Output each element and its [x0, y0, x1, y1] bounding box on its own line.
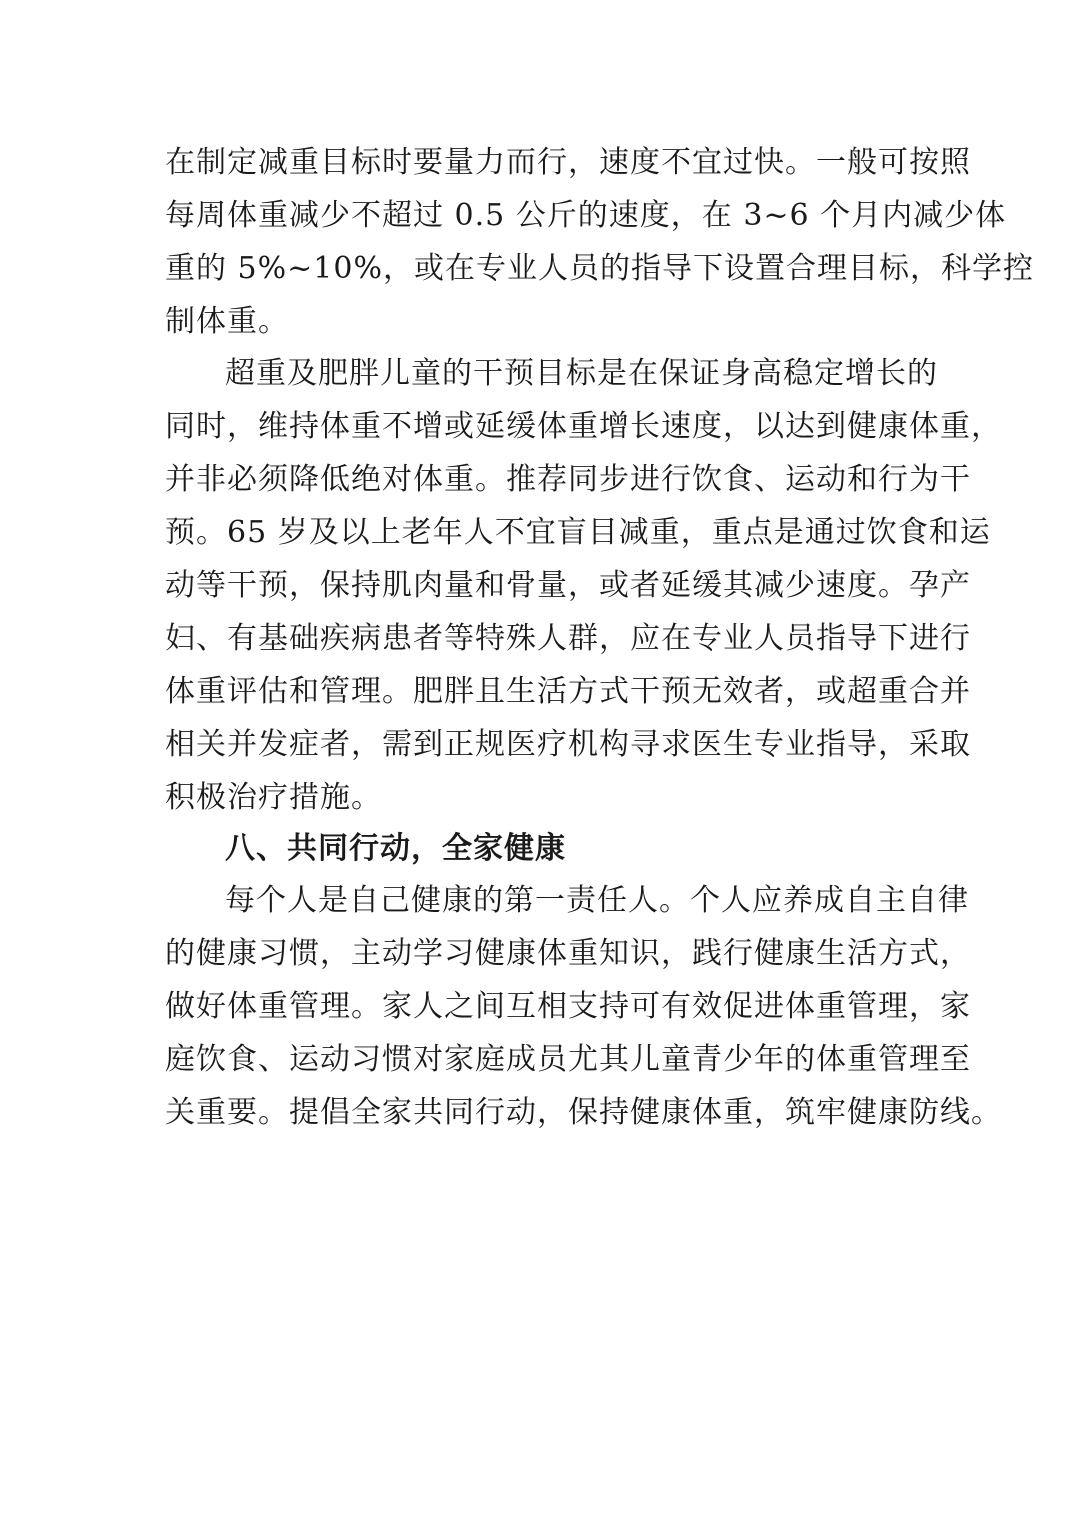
paragraph-line: 关重要。提倡全家共同行动，保持健康体重，筑牢健康防线。 — [165, 1095, 1002, 1130]
paragraph-line: 每个人是自己健康的第一责任人。个人应养成自主自律 — [225, 883, 969, 918]
section-heading-text: 八、共同行动，全家健康 — [225, 831, 566, 866]
paragraph-line: 同时，维持体重不增或延缓体重增长速度，以达到健康体重， — [165, 409, 1002, 444]
paragraph-line: 每周体重减少不超过 0.5 公斤的速度，在 3~6 个月内减少体 — [165, 198, 1007, 233]
paragraph-line: 做好体重管理。家人之间互相支持可有效促进体重管理，家 — [165, 989, 971, 1024]
paragraph-line: 积极治疗措施。 — [165, 780, 382, 815]
paragraph-line: 妇、有基础疾病患者等特殊人群，应在专业人员指导下进行 — [165, 621, 971, 656]
paragraph-line: 在制定减重目标时要量力而行，速度不宜过快。一般可按照 — [165, 145, 971, 180]
paragraph-line: 相关并发症者，需到正规医疗机构寻求医生专业指导，采取 — [165, 727, 971, 762]
paragraph-line: 动等干预，保持肌肉量和骨量，或者延缓其减少速度。孕产 — [165, 568, 971, 603]
paragraph-line: 制体重。 — [165, 304, 289, 339]
paragraph-line: 庭饮食、运动习惯对家庭成员尤其儿童青少年的体重管理至 — [165, 1042, 971, 1077]
paragraph-line: 的健康习惯，主动学习健康体重知识，践行健康生活方式， — [165, 936, 971, 971]
paragraph-line: 预。65 岁及以上老年人不宜盲目减重，重点是通过饮食和运 — [165, 515, 991, 550]
paragraph-line: 超重及肥胖儿童的干预目标是在保证身高稳定增长的 — [225, 356, 938, 391]
paragraph-line: 并非必须降低绝对体重。推荐同步进行饮食、运动和行为干 — [165, 462, 971, 497]
paragraph-line: 重的 5%~10%，或在专业人员的指导下设置合理目标，科学控 — [165, 251, 1034, 286]
paragraph-line: 体重评估和管理。肥胖且生活方式干预无效者，或超重合并 — [165, 674, 971, 709]
